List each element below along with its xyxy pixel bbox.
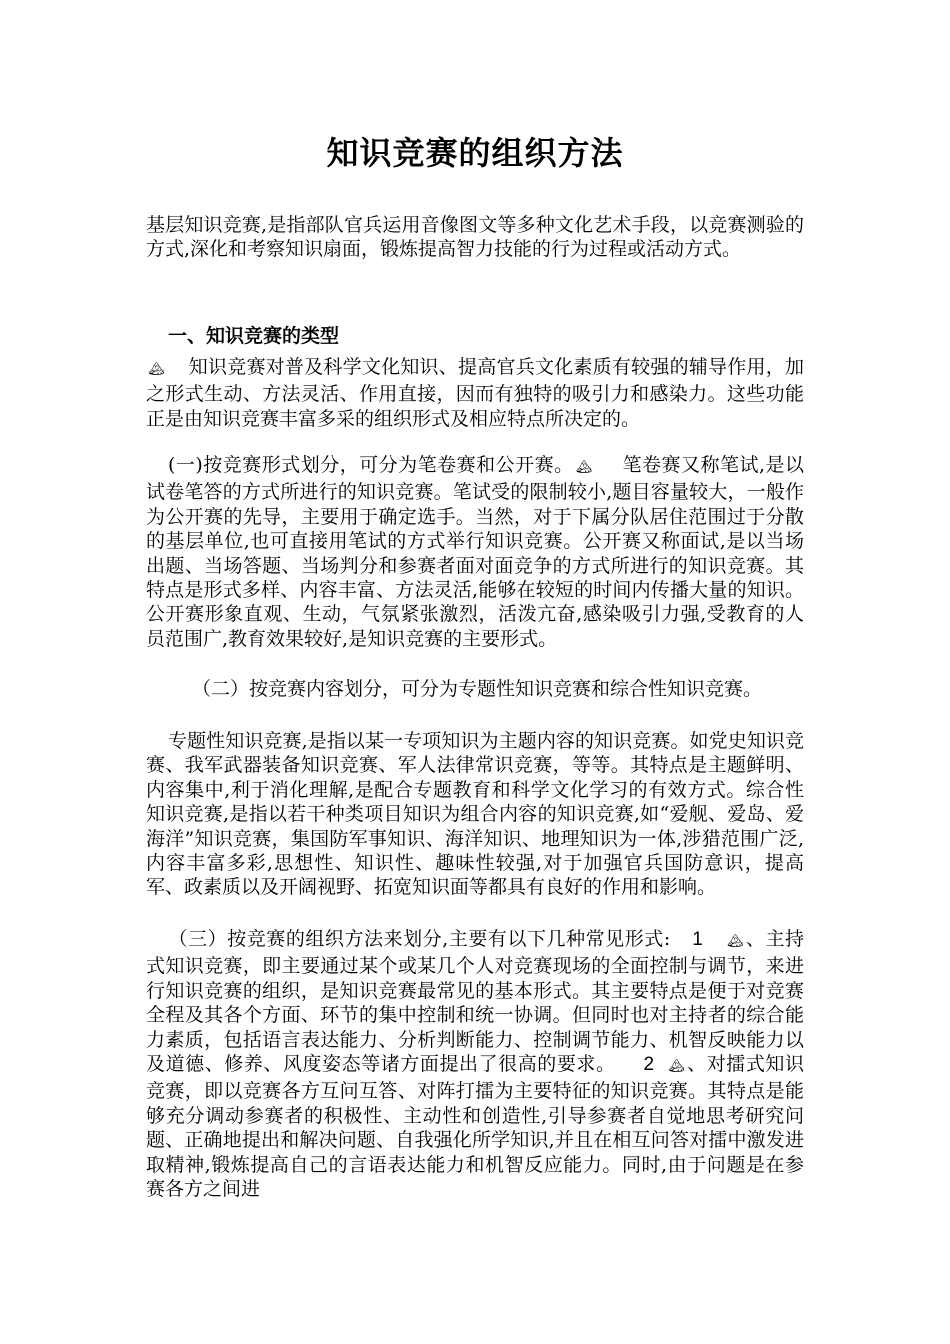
paragraph-mark-icon: 🏔︎ [575,460,593,475]
paragraph-5 [146,927,804,1201]
paragraph-4: 专题性知识竞赛,是指以某一专项知识为主题内容的知识竞赛。如党史知识竞赛、我军武器装备知识竞赛、军人法律常识竞赛，等等。其特点是主题鲜明、内容集中,利于消化理解,是配合专题教育和科学文化学习的有效方式。综合性知识竞赛,是指以若干种类项目知识为组合内容的知识竞赛,如“爱舰、爱岛、爱海洋”知识竞赛，集国防军事知识、海洋知识、地理知识为一体,涉猎范围广泛,内容丰富多彩,思想性、知识性、趣味性较强,对于加强官兵国防意识，提高军、政素质以及开阔视野、拓宽知识面等都具有良好的作用和影响。 [146,730,804,899]
paragraph-1 [146,355,804,431]
list-separator: 、 [745,928,766,950]
list-number-2: 2 [643,1054,655,1076]
paragraph-mark-icon: 🏔︎ [726,934,744,949]
page-title: 知识竞赛的组织方法 [326,134,624,172]
list-number-1: 1 [692,929,703,950]
paragraph-5-body-1: 主持式知识竞赛，即主要通过某个或某几个人对竞赛现场的全面控制与调节，来进行知识竞赛的组织，是知识竞赛最常见的基本形式。其主要特点是便于对竞赛全程及其各个方面、环节的集中控制和统一协调。但同时也对主持者的综合能力素质，包括语言表达能力、分析判断能力、控制调节能力、机智反映能力以及道德、修养、风度姿态等诸方面提出了很高的要求。 [146,928,804,1076]
paragraph-2-body: 笔卷赛又称笔试,是以试卷笔答的方式所进行的知识竞赛。笔试受的限制较小,题目容量较大，一般作为公开赛的先导，主要用于确定选手。当然，对于下属分队居住范围过于分散的基层单位,也可直接用笔试的方式举行知识竞赛。公开赛又称面试,是以当场出题、当场答题、当场判分和参赛者面对面竞争的方式所进行的知识竞赛。其特点是形式多样、内容丰富、方法灵活,能够在较短的时间内传播大量的知识。公开赛形象直观、生动，气氛紧张激烈，活泼亢奋,感染吸引力强,受教育的人员范围广,教育效果较好,是知识竞赛的主要形式。 [146,454,804,650]
section-heading: 一、知识竞赛的类型 [168,325,340,347]
paragraph-2 [146,453,804,651]
paragraph-1-text: 知识竞赛对普及科学文化知识、提高官兵文化素质有较强的辅导作用，加之形式生动、方法灵活、作用直接，因而有独特的吸引力和感染力。这些功能正是由知识竞赛丰富多采的组织形式及相应特点所决定的。 [146,356,804,430]
paragraph-mark-icon: 🏔︎ [148,362,165,377]
paragraph-2-lead: (一)按竞赛形式划分，可分为笔卷赛和公开赛。 [168,454,574,476]
paragraph-mark-icon: 🏔︎ [668,1059,685,1075]
paragraph-5-body-2: 、对擂式知识竞赛，即以竞赛各方互问互答、对阵打擂为主要特征的知识竞赛。其特点是能够充分调动参赛者的积极性、主动性和创造性,引导参赛者自觉地思考研究问题、正确地提出和解决问题、自我强化所学知识,并且在相互问答对擂中激发进取精神,锻炼提高自己的言语表达能力和机智反应能力。同时,由于问题是在参赛各方之间进 [146,1053,804,1201]
intro-paragraph: 基层知识竞赛,是指部队官兵运用音像图文等多种文化艺术手段，以竞赛测验的方式,深化和考察知识扇面，锻炼提高智力技能的行为过程或活动方式。 [146,214,804,261]
paragraph-3: （二）按竞赛内容划分，可分为专题性知识竞赛和综合性知识竞赛。 [192,678,763,700]
paragraph-5-lead: （三）按竞赛的组织方法来划分,主要有以下几种常见形式: [168,928,671,950]
